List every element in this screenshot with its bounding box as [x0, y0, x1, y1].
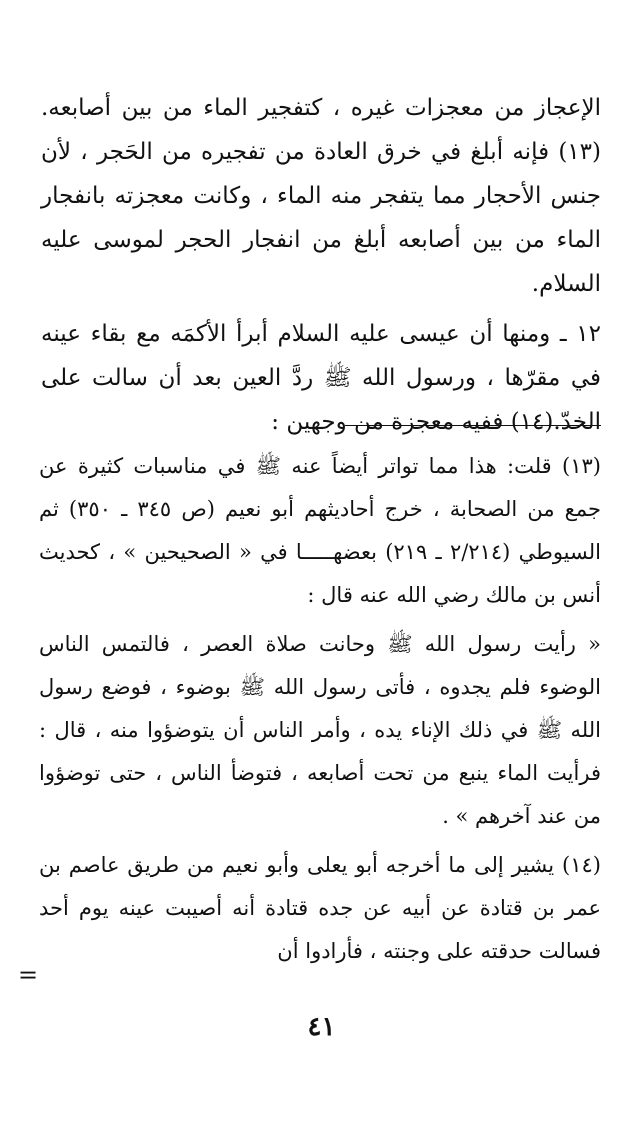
footnote-13: (١٣) قلت: هذا مما تواتر أيضاً عنه ﷺ في مناسبات كثيرة عن جمع من الصحابة ، خرج أحاديثهم أبو نعيم (ص ٣٤٥ ـ ٣٥٠) ثم السيوطي (٢/٢١٤ ـ ٢١٩) بعضهـــــا في « الصحيحين » ، كحديث أنس بن مالك رضي الله عنه قال : — [39, 454, 601, 607]
footnotes — [39, 445, 601, 979]
footnote-separator — [345, 425, 601, 426]
footnote-13-quote: « رأيت رسول الله ﷺ وحانت صلاة العصر ، فالتمس الناس الوضوء فلم يجدوه ، فأتى رسول الله ﷺ بوضوء ، فوضع رسول الله ﷺ في ذلك الإناء يده ، وأمر الناس أن يتوضؤوا منه ، قال : فرأيت الماء ينبع من تحت أصابعه ، فتوضأ الناس ، حتى توضؤوا من عند آخرهم » . — [39, 632, 601, 828]
footnote-14: (١٤) يشير إلى ما أخرجه أبو يعلى وأبو نعيم من طريق عاصم بن عمر بن قتادة عن أبيه عن جده قتادة أنه أصيبت عينه يوم أحد فسالت حدقته على وجنته ، فأرادوا أن — [39, 853, 601, 963]
continued-mark: = — [18, 961, 39, 989]
main-paragraph-2: ١٢ ـ ومنها أن عيسى عليه السلام أبرأ الأكمَه مع بقاء عينه في مقرّها ، ورسول الله ﷺ ردَّ العين بعد أن سالت على الخدّ.(١٤) ففيه معجزة من وجهين : — [41, 321, 601, 435]
page-number: ٤١ — [307, 1012, 336, 1042]
main-text — [41, 86, 601, 450]
main-paragraph-1: الإعجاز من معجزات غيره ، كتفجير الماء من بين أصابعه.(١٣) فإنه أبلغ في خرق العادة من تفجيره من الحَجر ، لأن جنس الأحجار مما يتفجر منه الماء ، وكانت معجزته بانفجار الماء من بين أصابعه أبلغ من انفجار الحجر لموسى عليه السلام. — [41, 95, 601, 297]
